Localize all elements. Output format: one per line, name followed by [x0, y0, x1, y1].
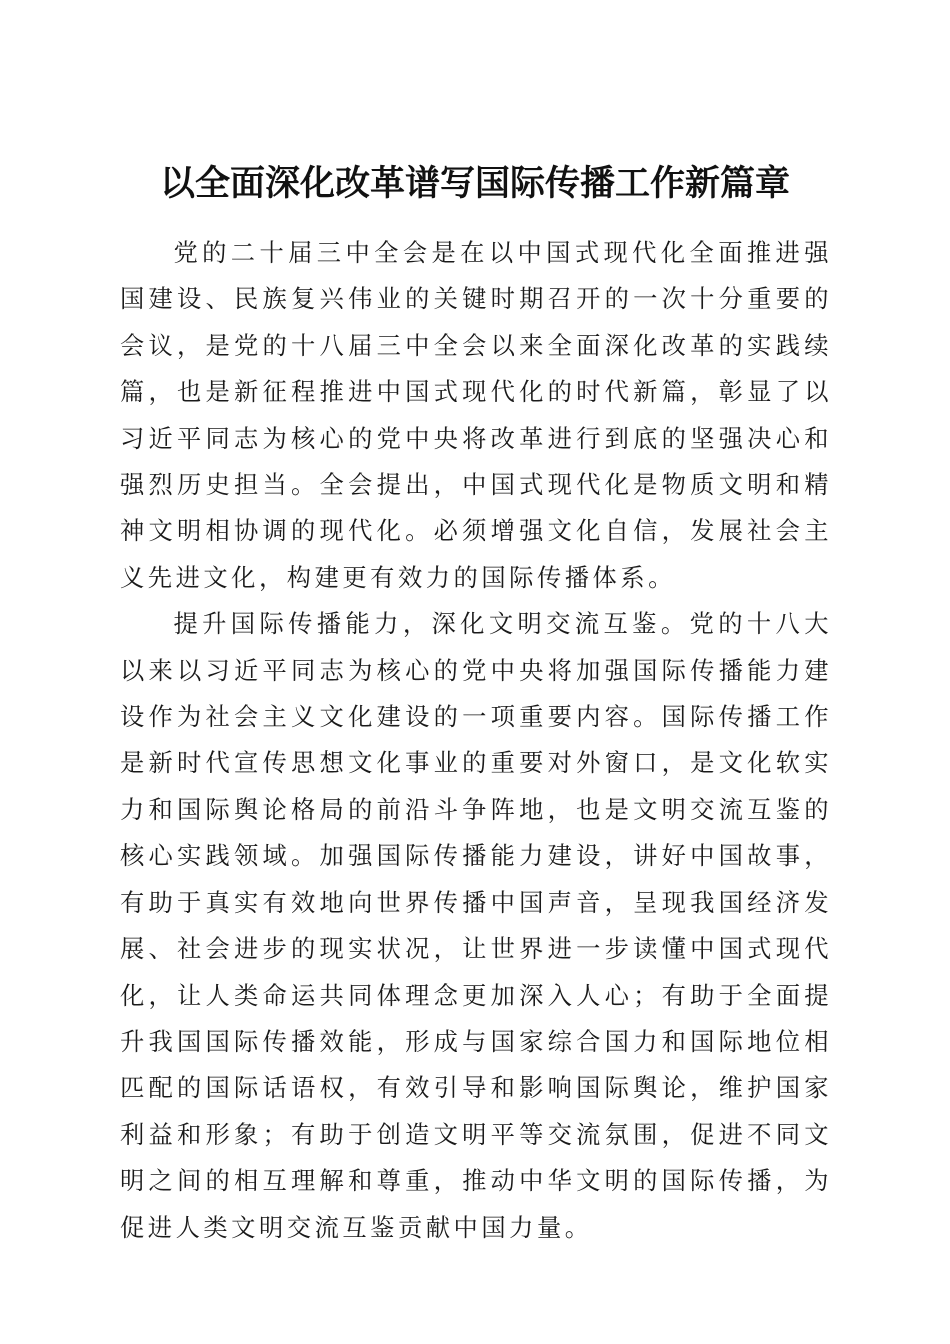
paragraph-2: 提升国际传播能力，深化文明交流互鉴。党的十八大以来以习近平同志为核心的党中央将加强国际传播能力建设作为社会主义文化建设的一项重要内容。国际传播工作是新时代宣传思想文化事业的重要对外窗口，是文化软实力和国际舆论格局的前沿斗争阵地，也是文明交流互鉴的核心实践领域。加强国际传播能力建设，讲好中国故事，有助于真实有效地向世界传播中国声音，呈现我国经济发展、社会进步的现实状况，让世界进一步读懂中国式现代化，让人类命运共同体理念更加深入人心；有助于全面提升我国国际传播效能，形成与国家综合国力和国际地位相匹配的国际话语权，有效引导和影响国际舆论，维护国家利益和形象；有助于创造文明平等交流氛围，促进不同文明之间的相互理解和尊重，推动中华文明的国际传播，为促进人类文明交流互鉴贡献中国力量。 [120, 609, 832, 1242]
document-body [120, 230, 832, 1251]
document-title: 以全面深化改革谱写国际传播工作新篇章 [159, 163, 790, 205]
paragraph-1: 党的二十届三中全会是在以中国式现代化全面推进强国建设、民族复兴伟业的关键时期召开的一次十分重要的会议，是党的十八届三中全会以来全面深化改革的实践续篇，也是新征程推进中国式现代化的时代新篇，彰显了以习近平同志为核心的党中央将改革进行到底的坚强决心和强烈历史担当。全会提出，中国式现代化是物质文明和精神文明相协调的现代化。必须增强文化自信，发展社会主义先进文化，构建更有效力的国际传播体系。 [120, 238, 832, 592]
